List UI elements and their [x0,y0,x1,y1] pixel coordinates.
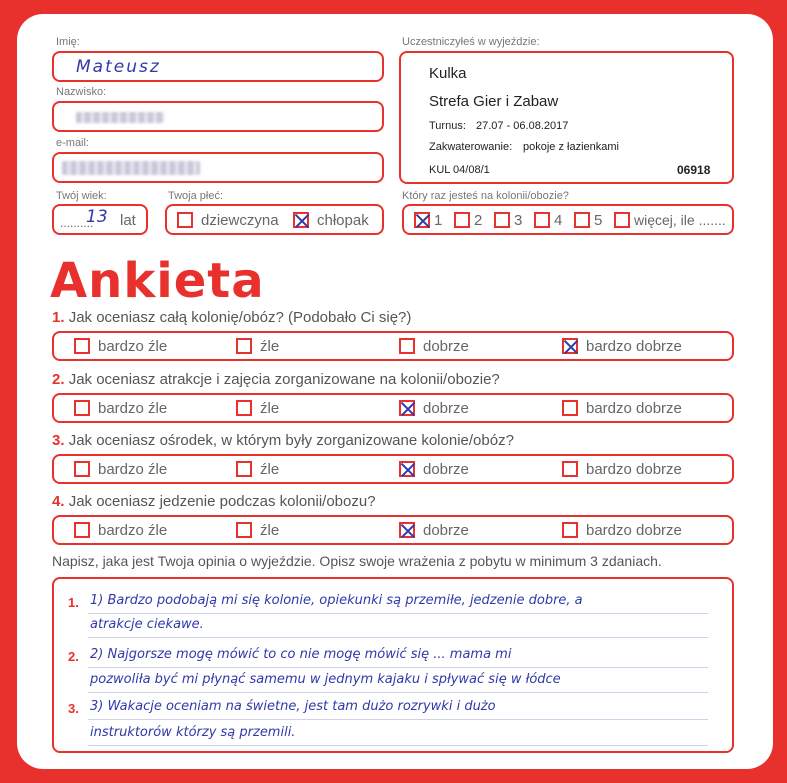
opinion-line-number: 2. [68,649,79,664]
last-name-redacted [76,112,164,123]
question-label: Jak oceniasz ośrodek, w którym były zorganizowane kolonie/obóz? [68,432,514,449]
age-label: Twój wiek: [56,190,107,202]
question-4-options [52,515,734,545]
times-option-more: więcej, ile ....... [634,212,726,228]
rating-option-label: bardzo dobrze [586,522,682,539]
question-3-options [52,454,734,484]
times-checkbox-4[interactable] [534,212,550,228]
camp-code: KUL 04/08/1 [429,164,490,176]
camp-name: Kulka [429,65,467,82]
first-name-field[interactable] [52,51,384,82]
accommodation-value: pokoje z łazienkami [523,141,619,153]
rating-option-label: źle [260,400,280,417]
writing-line [88,745,708,746]
gender-field [165,204,384,235]
question-1-options [52,331,734,361]
opinion-handwritten-line: 2) Najgorsze mogę mówić to co nie mogę mówić się ... mama mi [90,647,512,662]
writing-line [88,613,708,614]
rating-checkbox[interactable] [562,338,578,354]
rating-option-label: źle [260,522,280,539]
rating-checkbox[interactable] [236,522,252,538]
age-value: 13 [86,207,108,227]
rating-checkbox[interactable] [74,522,90,538]
times-checkbox-2[interactable] [454,212,470,228]
rating-checkbox[interactable] [399,461,415,477]
camp-subtitle: Strefa Gier i Zabaw [429,93,559,110]
rating-checkbox[interactable] [236,400,252,416]
gender-label: Twoja płeć: [168,190,224,202]
last-name-label: Nazwisko: [56,86,107,98]
writing-line [88,667,708,668]
accommodation-label: Zakwaterowanie: [429,141,513,153]
opinion-line-number: 1. [68,595,79,610]
last-name-field[interactable] [52,101,384,132]
rating-checkbox[interactable] [74,461,90,477]
question-label: Jak oceniasz jedzenie podczas kolonii/obozu? [68,493,376,510]
times-option-3: 3 [514,212,523,229]
times-option-4: 4 [554,212,563,229]
question-number: 4. [52,493,65,510]
times-option-1: 1 [434,212,443,229]
writing-line [88,719,708,720]
rating-option-label: źle [260,338,280,355]
age-dots: .......... [60,216,94,230]
times-option-5: 5 [594,212,603,229]
opinion-handwritten-line: pozwoliła być mi płynąć samemu w jednym kajaku i spływać się w łódce [90,672,561,687]
email-field[interactable] [52,152,384,183]
times-checkbox-3[interactable] [494,212,510,228]
times-option-2: 2 [474,212,483,229]
gender-checkbox-boy[interactable] [293,212,309,228]
question-number: 3. [52,432,65,449]
rating-checkbox[interactable] [74,338,90,354]
times-checkbox-more[interactable] [614,212,630,228]
opinion-line-number: 3. [68,701,79,716]
rating-option-label: dobrze [423,522,469,539]
opinion-handwritten-line: instruktorów którzy są przemili. [90,725,296,740]
age-field[interactable] [52,204,148,235]
question-number: 1. [52,309,65,326]
question-label: Jak oceniasz całą kolonię/obóz? (Podobało Ci się?) [68,309,412,326]
times-checkbox-1[interactable] [414,212,430,228]
rating-checkbox[interactable] [74,400,90,416]
opinion-box[interactable] [52,577,734,753]
rating-option-label: bardzo dobrze [586,461,682,478]
which-time-label: Który raz jesteś na kolonii/obozie? [402,190,569,202]
rating-checkbox[interactable] [236,338,252,354]
first-name-value: Mateusz [76,57,161,77]
rating-checkbox[interactable] [399,522,415,538]
rating-option-label: dobrze [423,461,469,478]
rating-checkbox[interactable] [562,461,578,477]
camp-label: Uczestniczyłeś w wyjeździe: [402,36,540,48]
gender-checkbox-girl[interactable] [177,212,193,228]
writing-line [88,692,708,693]
age-unit: lat [120,212,136,229]
rating-checkbox[interactable] [236,461,252,477]
question-1-text [52,309,411,326]
opinion-prompt: Napisz, jaka jest Twoja opinia o wyjeździe. Opisz swoje wrażenia z pobytu w minimum 3 zdaniach. [52,553,662,569]
rating-option-label: bardzo dobrze [586,400,682,417]
rating-checkbox[interactable] [399,400,415,416]
survey-title: Ankieta [50,253,265,309]
rating-option-label: bardzo dobrze [586,338,682,355]
times-checkbox-5[interactable] [574,212,590,228]
rating-option-label: bardzo źle [98,461,168,478]
question-label: Jak oceniasz atrakcje i zajęcia zorganizowane na kolonii/obozie? [68,371,500,388]
rating-option-label: bardzo źle [98,400,168,417]
gender-option-boy: chłopak [317,212,369,229]
rating-option-label: źle [260,461,280,478]
question-3-text [52,432,514,449]
writing-line [88,637,708,638]
camp-info-box [399,51,734,184]
rating-option-label: dobrze [423,338,469,355]
rating-option-label: bardzo źle [98,522,168,539]
camp-number: 06918 [677,163,711,177]
gender-option-girl: dziewczyna [201,212,279,229]
opinion-handwritten-line: atrakcje ciekawe. [90,617,204,632]
rating-option-label: bardzo źle [98,338,168,355]
question-4-text [52,493,376,510]
email-redacted [62,161,200,175]
rating-option-label: dobrze [423,400,469,417]
opinion-handwritten-line: 3) Wakacje oceniam na świetne, jest tam dużo rozrywki i dużo [90,699,496,714]
question-number: 2. [52,371,65,388]
turnus-value: 27.07 - 06.08.2017 [476,120,569,132]
turnus-label: Turnus: [429,120,466,132]
which-time-field [402,204,734,235]
rating-checkbox[interactable] [562,522,578,538]
rating-checkbox[interactable] [562,400,578,416]
first-name-label: Imię: [56,36,80,48]
email-label: e-mail: [56,137,90,149]
opinion-handwritten-line: 1) Bardzo podobają mi się kolonie, opiekunki są przemiłe, jedzenie dobre, a [90,593,583,608]
rating-checkbox[interactable] [399,338,415,354]
question-2-options [52,393,734,423]
question-2-text [52,371,500,388]
